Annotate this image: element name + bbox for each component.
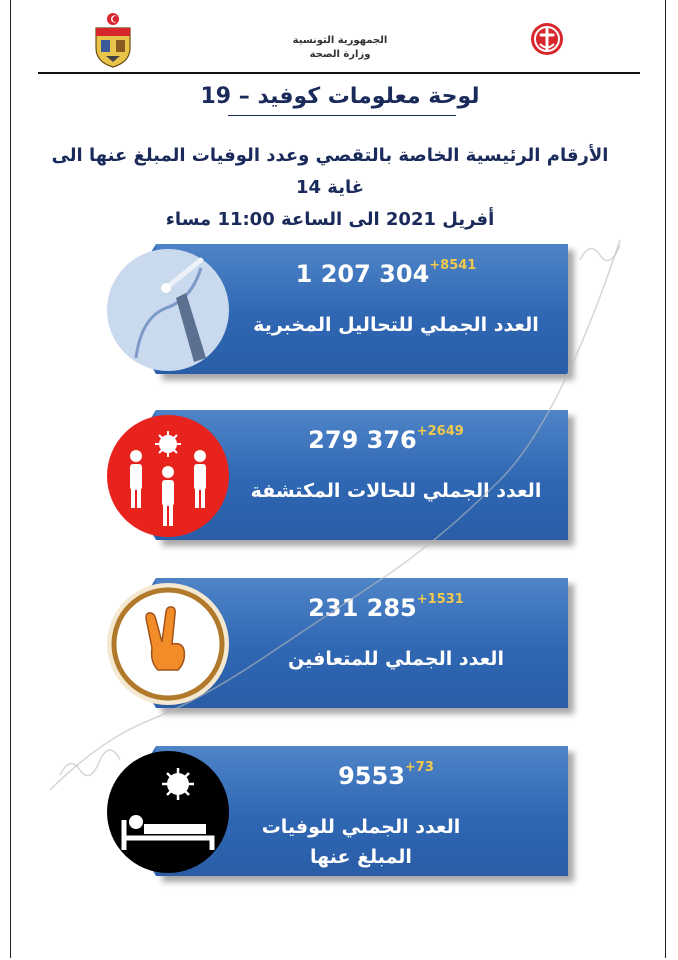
stat-card-detected-cases [106,410,576,540]
stat-card-deaths [106,746,576,876]
stat-total: 279 376 [308,426,417,454]
lab-test-swab-icon [106,248,230,372]
stat-label: العدد الجملي للتحاليل المخبرية [253,314,539,336]
report-subtitle [40,140,620,236]
republic-name: الجمهورية التونسية [292,35,388,46]
stat-card-lab-tests [106,244,576,374]
stat-delta: +1531 [416,592,464,607]
ministry-health-logo-icon [530,22,564,56]
dashboard-title: لوحة معلومات كوفيد – 19 [200,84,480,109]
subtitle-line-2: أفريل 2021 الى الساعة 11:00 مساء [165,209,495,230]
stat-value [256,260,516,288]
patient-bed-virus-icon [106,750,230,874]
stat-label: العدد الجملي للمتعافين [288,648,504,670]
ministry-name: وزارة الصحة [309,49,371,60]
stat-total: 1 207 304 [295,260,430,288]
stat-value [256,594,516,622]
subtitle-line-1: الأرقام الرئيسية الخاصة بالتقصي وعدد الوفيات المبلغ عنها الى غاية 14 [51,145,609,198]
stat-value [256,426,516,454]
tunisia-emblem-icon [92,12,134,68]
stat-card-recovered [106,578,576,708]
stat-delta: +2649 [416,424,464,439]
header-divider [38,72,640,74]
stat-delta: +73 [404,760,434,775]
stat-total: 231 285 [308,594,417,622]
title-underline [228,115,456,116]
victory-hand-icon [106,582,230,706]
people-virus-icon [106,414,230,538]
stat-label: العدد الجملي للحالات المكتشفة [250,480,542,502]
stat-value [256,762,516,790]
stat-delta: +8541 [429,258,477,273]
stat-total: 9553 [338,762,405,790]
stat-label: العدد الجملي للوفيات المبلغ عنها [261,816,461,868]
ministry-name-block [270,34,410,62]
